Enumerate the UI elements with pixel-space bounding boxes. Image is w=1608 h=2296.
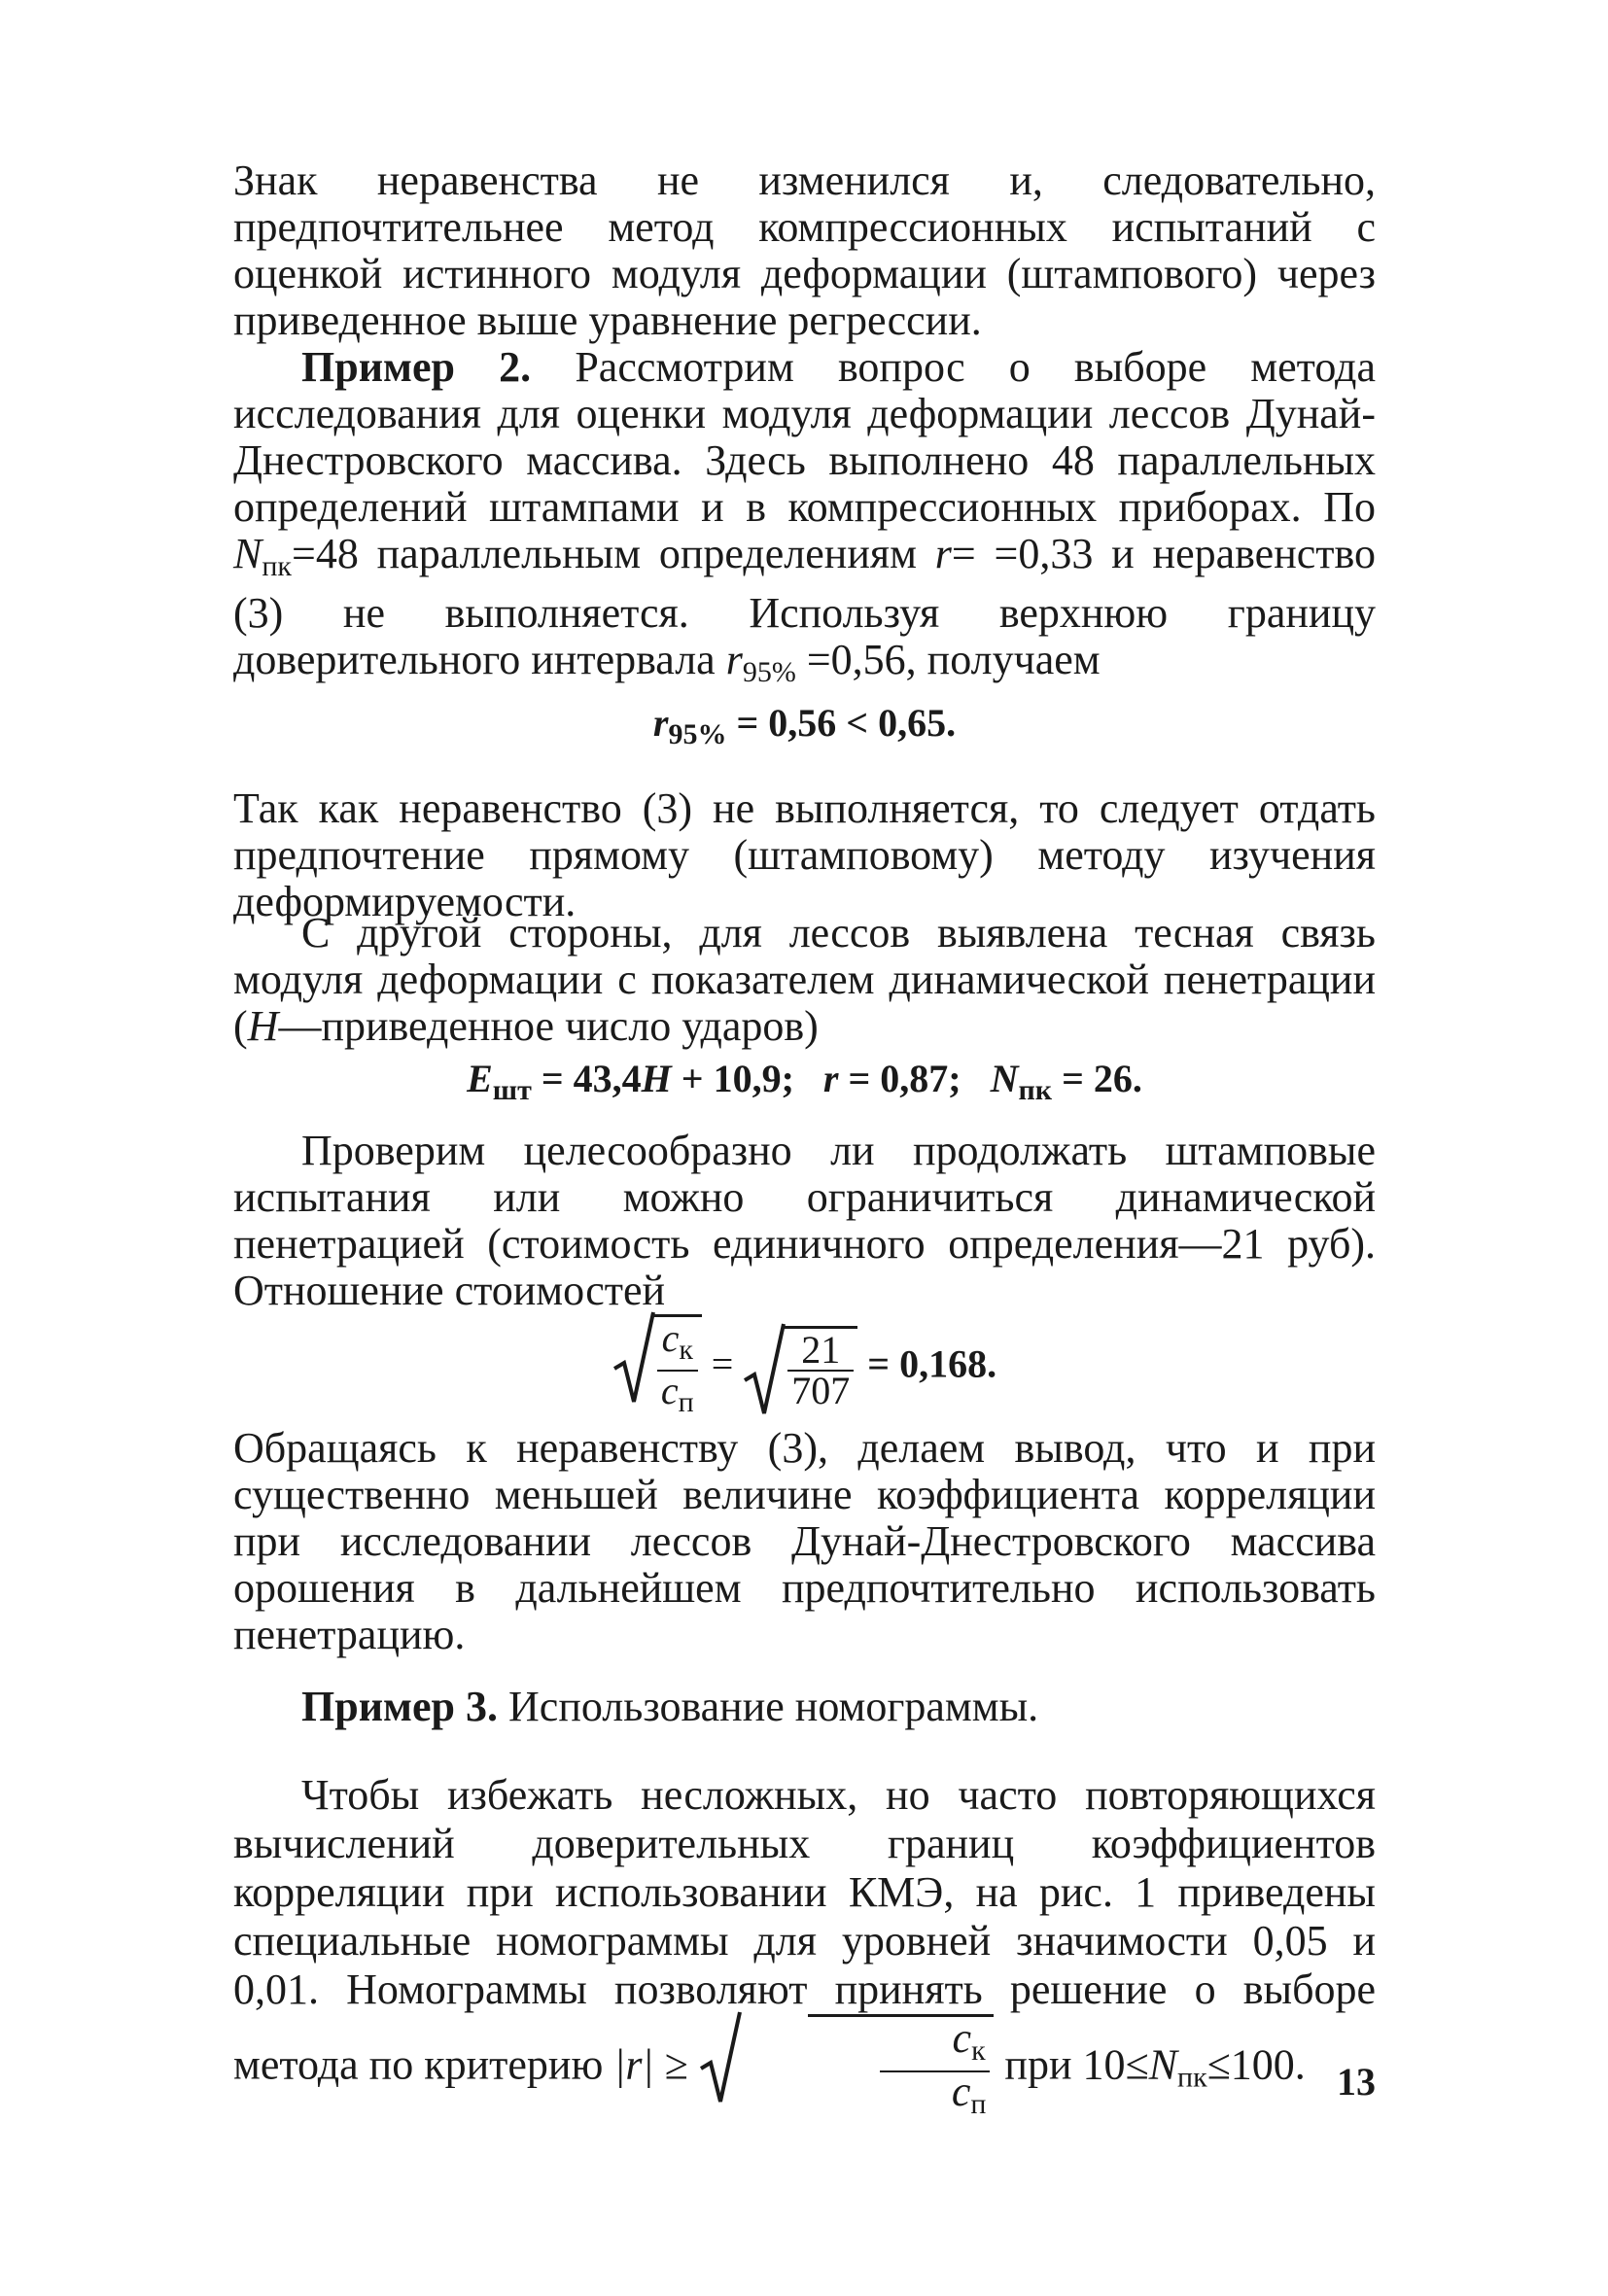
text-run: Рассмотрим вопрос о выборе метода исследования для оценки модуля деформации лессов Дунай-Днестровского массива. Здесь выполнено 48 параллельных определений штампами и в компрессионных приборах. По xyxy=(233,343,1376,531)
formula-regression xyxy=(233,1054,1376,1116)
text-run: С другой стороны, для лессов выявлена тесная связь модуля деформации с показателем динамической пенетрации ( xyxy=(233,909,1376,1050)
math-symbol: E xyxy=(467,1057,493,1100)
math-text: = 0,168. xyxy=(857,1341,997,1386)
paragraph-6-text: Обращаясь к неравенству (3), делаем вывод, что и при существенно меньшей величине коэффициента корреляции при исследовании лессов Дунай-Днестровского массива орошения в дальнейшем предпочтительно использовать пенетрацию. xyxy=(233,1424,1376,1658)
paragraph-3-text: Так как неравенство (3) не выполняется, то следует отдать предпочтение прямому (штамповому) методу изучения деформируемости. xyxy=(233,784,1376,925)
fraction-denominator: 707 xyxy=(791,1369,851,1412)
text-run: =0,56, получаем xyxy=(795,636,1101,683)
text-run: = =0,33 и неравенство (3) не выполняется. Используя верхнюю границу доверительного интервала xyxy=(233,530,1376,683)
paragraph-example-3 xyxy=(233,1684,1376,1730)
math-text: = 0,56 < 0,65. xyxy=(726,701,957,745)
math-symbol: c xyxy=(951,2068,971,2115)
radical-criterion xyxy=(699,2014,995,2124)
page-number: 13 xyxy=(1337,2060,1376,2104)
math-symbol: N xyxy=(233,530,262,577)
example-2-text xyxy=(233,344,1376,696)
radical-sign-icon xyxy=(743,1320,786,1417)
math-symbol: c xyxy=(952,2014,972,2062)
math-symbol: r xyxy=(934,530,952,577)
fraction-21-707 xyxy=(787,1328,854,1412)
fraction-criterion xyxy=(880,2014,991,2124)
paragraph-3 xyxy=(233,785,1376,925)
formula-cost-ratio xyxy=(233,1314,1376,1422)
math-symbol: N xyxy=(1148,2040,1178,2089)
math-subscript: 95% xyxy=(742,656,796,688)
text-run: Чтобы избежать несложных, но часто повторяющихся вычислений доверительных границ коэффициентов корреляции при использовании КМЭ, на рис. 1 приведены специальные номограммы для уровней значимости 0,05 и 0,01. Номограммы позволяют принять решение о выборе метода по критерию xyxy=(233,1771,1376,2089)
math-subscript: п xyxy=(678,1386,694,1418)
paragraph-4-text xyxy=(233,910,1376,1050)
fraction-numerator: 21 xyxy=(787,1331,854,1372)
paragraph-8 xyxy=(233,1771,1376,2124)
paragraph-5 xyxy=(233,1128,1376,1314)
radical-21-707 xyxy=(743,1326,857,1410)
paragraph-5-text: Проверим целесообразно ли продолжать штамповые испытания или можно ограничиться динамической пенетрацией (стоимость единичного определения—21 руб). Отношение стоимостей xyxy=(233,1127,1376,1314)
math-text: = 0,87; xyxy=(838,1057,991,1100)
math-symbol: N xyxy=(990,1057,1019,1100)
math-text: + 10,9; xyxy=(671,1057,823,1100)
radical-sign-icon xyxy=(699,2008,742,2105)
radical-ck-cp xyxy=(612,1314,702,1422)
math-symbol: r xyxy=(725,636,743,683)
math-symbol: H xyxy=(247,1002,279,1050)
text-run: ≤100. xyxy=(1206,2040,1306,2089)
math-symbol: c xyxy=(661,1316,680,1360)
radical-sign-icon xyxy=(612,1308,655,1406)
text-run: =48 параллельным определениям xyxy=(292,530,935,577)
example-2-label: Пример 2. xyxy=(301,343,532,391)
math-subscript: к xyxy=(971,2035,986,2067)
paragraph-8-text xyxy=(233,1771,1376,2124)
fraction-ck-cp xyxy=(657,1316,698,1422)
math-text: = 26. xyxy=(1052,1057,1142,1100)
math-symbol: |r| xyxy=(613,2040,654,2089)
math-symbol: r xyxy=(652,701,669,745)
text-run: Использование номограммы. xyxy=(498,1683,1039,1730)
math-subscript: п xyxy=(970,2088,987,2120)
example-3-heading xyxy=(233,1684,1376,1730)
paragraph-1-text: Знак неравенства не изменился и, следовательно, предпочтительнее метод компрессионных испытаний с оценкой истинного модуля деформации (штампового) через приведенное выше уравнение регрессии. xyxy=(233,157,1376,344)
math-subscript: пк xyxy=(1018,1074,1053,1106)
math-subscript: к xyxy=(679,1334,693,1366)
math-text: ≥ xyxy=(653,2040,699,2089)
text-run: —приведенное число ударов) xyxy=(278,1002,819,1050)
paragraph-1 xyxy=(233,157,1376,344)
paragraph-4 xyxy=(233,910,1376,1050)
text-run: при 10≤ xyxy=(994,2040,1149,2089)
math-text: = 43,4 xyxy=(531,1057,642,1100)
formula-r95 xyxy=(233,698,1376,760)
math-text: = xyxy=(701,1341,744,1386)
example-3-label: Пример 3. xyxy=(301,1683,499,1730)
math-subscript: пк xyxy=(1177,2061,1207,2094)
math-subscript: пк xyxy=(262,550,292,582)
paragraph-6 xyxy=(233,1425,1376,1658)
math-subscript: шт xyxy=(492,1074,532,1106)
math-symbol: c xyxy=(660,1369,679,1412)
math-symbol: r xyxy=(822,1057,839,1100)
math-subscript: 95% xyxy=(668,718,727,750)
paragraph-example-2 xyxy=(233,344,1376,696)
math-symbol: H xyxy=(641,1057,672,1100)
